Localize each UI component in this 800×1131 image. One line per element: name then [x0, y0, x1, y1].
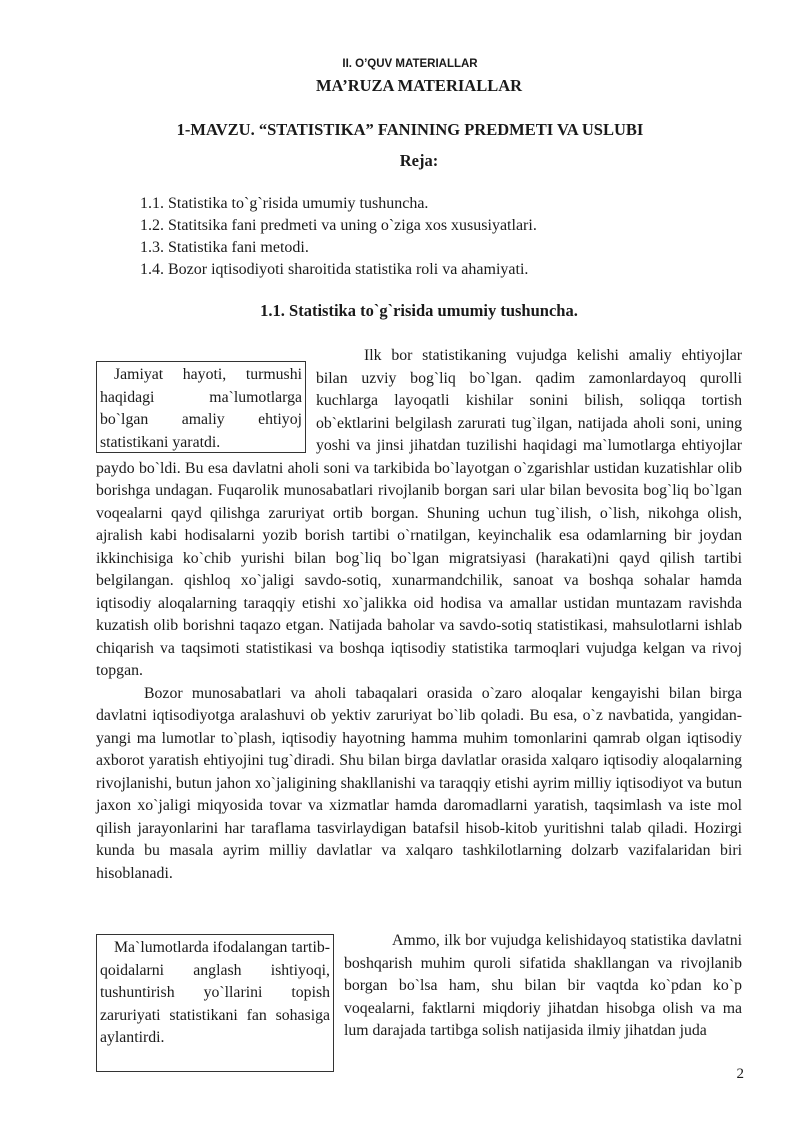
sidebar-note-box	[96, 934, 334, 1072]
section-heading: 1.1. Statistika to`g`risida umumiy tushuncha.	[260, 301, 578, 320]
plan-item: 1.1. Statistika to`g`risida umumiy tushuncha.	[140, 195, 429, 212]
plan-item: 1.3. Statistika fani metodi.	[140, 239, 309, 256]
sidebar-note-text: Ma`lumotlarda ifodalangan tartib-qoidalarni anglash ishtiyoqi, tushuntirish yo`llarini topish zaruriyati statistikani fan sohasiga aylantirdi.	[100, 939, 330, 1046]
plan-item: 1.2. Statitsika fani predmeti va uning o`ziga xos xususiyatlari.	[140, 217, 537, 234]
section-body-continued	[96, 930, 742, 1072]
main-title: MA’RUZA MATERIALLAR	[315, 76, 523, 95]
sidebar-note-text: Jamiyat hayoti, turmushi haqidagi ma`lumotlarga bo`lgan amaliy ehtiyoj statistikani yaratdi.	[100, 366, 302, 451]
plan-list	[140, 193, 537, 281]
paragraph-1: Ilk bor statistikaning vujudga kelishi amaliy ehtiyojlar bilan uzviy bog`liq bo`lgan. qadim zamonlardayoq qurolli kuchlarga layoqatli kishilar sonini bilish, soliqqa tortish ob`ektlarini belgilash zarurati tug`ilgan, natijada aholi soni, uning yoshi va jinsi jihatdan tuzilishi haqidagi ma`lumotlarga ehtiyojlar paydo bo`ldi. Bu esa davlatni aholi soni va tarkibida bo`layotgan o`zgarishlar ustidan kuzatishlar olib borishga undagan. Fuqarolik munosabatlari rivojlanib borgan sari ular bilan bevosita bog`liq bo`lgan voqealarni qayd qilishga zaruriyat ortib borgan. Shuning uchun tug`ilish, o`lish, nikohga olish, ajralish kabi hodisalarni yozib borish tartibi o`rnatilgan, keyinchalik esa odamlarning bir joydan ikkinchisiga ko`chib yurishi bilan bog`liq bo`lgan migratsiyasi (harakati)ni qayd qilish tartibi belgilangan. qishloq xo`jaligi savdo-sotiq, xunarmandchilik, sanoat va boshqa sohalar hamda iqtisodiy aloqalarning taraqqiy etishi xo`jalikka oid hodisa va amallar ustidan muntazam ravishda kuzatish olib borishni taqazo etgan. Natijada baholar va savdo-sotiq statistikasi, mahsulotlarni ishlab chiqarish va taqsimoti statistikasi va boshqa iqtisodiy statistika tarmoqlari vujudga kelgan va rivoj topgan.	[96, 347, 742, 679]
page-number: 2	[736, 1066, 744, 1082]
sidebar-note-box	[96, 361, 306, 453]
topic-title: 1-MAVZU. “STATISTIKA” FANINING PREDMETI VA USLUBI	[176, 120, 644, 139]
paragraph-3: Ammo, ilk bor vujudga kelishidayoq statistika davlatni boshqarish muhim quroli sifatida shakllangan va rivojlanib borgan bo`lsa ham, shu bilan bir vaqtda ko`pdan ko`p voqealarni, faktlarni miqdoriy jihatdan hisobga olish va ma lum darajada tartibga solish natijasida ilmiy jihatdan juda	[344, 932, 742, 1039]
section-label: II. O’QUV MATERIALLAR	[342, 58, 478, 70]
section-body	[96, 345, 742, 885]
plan-title: Reja:	[399, 151, 439, 170]
plan-item: 1.4. Bozor iqtisodiyoti sharoitida statistika roli va ahamiyati.	[140, 261, 529, 278]
paragraph-2: Bozor munosabatlari va aholi tabaqalari orasida o`zaro aloqalar kengayishi bilan birga davlatni iqtisodiyotga aralashuvi ob yektiv zaruriyat bo`lib qoladi. Bu esa, o`z navbatida, yangidan-yangi ma lumotlar to`plash, iqtisodiy hayotning hamma muhim tomonlarini qamrab olgan iqtisodiy axborot yaratish ehtiyojini tug`diradi. Shu bilan birga davlatlar orasida xalqaro iqtisodiy aloqalarning rivojlanishi, butun jahon xo`jaligining shakllanishi va taraqqiy etishi ayrim milliy iqtisodiyot va butun jaxon xo`jaligi miqyosida tovar va xizmatlar hamda daromadlarni yaratish, taqsimlash va iste mol qilish jarayonlarini har taraflama tasvirlaydigan batafsil hisob-kitob yuritishni talab qiladi. Hozirgi kunda bu masala ayrim milliy davlatlar va xalqaro tashkilotlarning dolzarb vazifalaridan biri hisoblanadi.	[96, 684, 742, 882]
